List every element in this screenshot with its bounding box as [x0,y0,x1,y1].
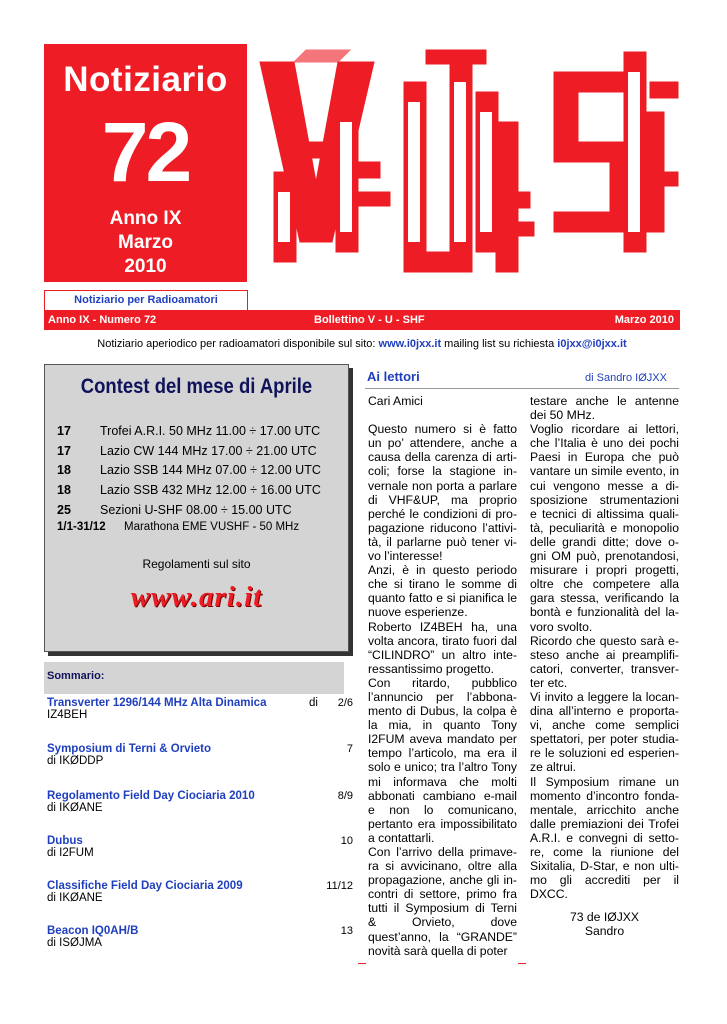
article-paragraph: Voglio ricordare ai lettori, che l’Italia è uno dei pochi Paesi in Europa che può vantare un simile evento, in cui vengono messe a di-sposizione strumentazioni e tecnici di altissima quali-tà, peculiarità e monopolio delle grandi ditte; dove o-gni OM può, prenotandosi, misurare i propri progetti, oltre che competere alla gara stessa, verificando la bontà e funzionalità del la-voro svolto. [530,422,679,634]
contest-text: Sezioni U-SHF 08.00 ÷ 15.00 UTC [100,503,292,517]
site-link[interactable]: www.i0jxx.it [378,338,442,350]
contents-item-title: Regolamento Field Day Ciociaria 2010 [47,790,255,802]
rules-line: Regolamenti sul sito [142,557,251,571]
anno-label: Anno IX [109,208,182,229]
contents-item-page: 13 [340,925,353,937]
page-mark [358,963,366,964]
contents-header [44,662,344,694]
contest-day: 1/1-31/12 [57,521,106,533]
issue-number: 72 [101,105,190,199]
contents-item-di: di [309,697,318,709]
contents-item[interactable] [47,835,353,859]
contents-item-page: 2/6 [337,697,353,709]
article-paragraph: Con l’arrivo della primave-ra si avvicinano, oltre alla propagazione, anche gli in-contri di settore, primo fra tutti il Symposium di Terni & Orvieto, dove quest’anno, la “GRANDE” novità sarà quella di poter [368,845,517,958]
article-paragraph: Cari Amici [368,394,423,408]
contest-day: 25 [57,503,71,517]
contest-day: 17 [57,424,71,438]
issue-number-label: Anno IX - Numero 72 [48,314,157,326]
article-paragraph: Roberto IZ4BEH ha, una volta ancora, tirato fuori dal “CILINDRO” un altro inte-ressantissimo progetto. [368,619,517,676]
contents-item-page: 7 [346,743,353,755]
article-column-1 [368,394,517,958]
newsletter-subtitle: Notiziario per Radioamatori [44,290,248,310]
article-title: Ai lettori [367,369,420,384]
article-paragraph: Il Symposium rimane un momento d’incontro fonda-mentale, arricchito anche dalle premiazioni dei Trofei A.R.I. e convegni di setto-re, come la riunione del Sixitalia, D-Star, e non ulti-mo gli accrediti per il DXCC. [530,774,679,902]
contents-item[interactable] [47,925,353,949]
contents-item-title: Transverter 1296/144 MHz Alta Dinamica [47,697,267,709]
page-mark [518,963,526,964]
contents-item-author: di IKØANE [47,892,103,904]
ari-link[interactable]: www.ari.it [130,581,263,613]
article-paragraph: testare anche le antenne dei 50 MHz. [530,394,679,423]
article-byline: di Sandro IØJXX [585,372,667,384]
contents-item-title: Classifiche Field Day Ciociaria 2009 [47,880,243,892]
contest-day: 18 [57,463,71,477]
intro-line [44,338,680,350]
article-paragraph: Vi invito a leggere la locan-dina all’interno e proporta-vi, anche come semplici spettatori, per poter studia-re le soluzioni ed esperien-ze altrui. [530,689,679,775]
newsletter-title: Notiziario [63,60,228,99]
contents-item-author: di IKØDDP [47,755,104,767]
contents-item-page: 8/9 [337,790,353,802]
intro-text-2: mailing list su richiesta [441,338,558,350]
contents-item-page: 10 [340,835,353,847]
contest-title: Contest del mese di Aprile [80,375,313,398]
contest-text: Marathona EME VUSHF - 50 MHz [124,521,300,533]
contents-item-title: Symposium di Terni & Orvieto [47,743,212,755]
vhf-uhf-shf-logo [254,42,682,285]
article-paragraph: Ricordo che questo sarà e-steso anche ai preamplifi-catori, converter, transver-ter etc. [530,633,679,690]
contents-item-author: di IKØANE [47,802,103,814]
contents-item[interactable] [47,880,353,904]
contest-text: Lazio CW 144 MHz 17.00 ÷ 21.00 UTC [100,444,317,458]
contents-item[interactable] [47,697,353,721]
contents-item[interactable] [47,743,353,767]
contents-item-title: Beacon IQ0AH/B [47,925,139,937]
article-column-2 [530,394,679,901]
contents-item-author: di ISØJMA [47,937,102,949]
contents-item-author: di I2FUM [47,847,94,859]
bulletin-label: Bollettino V - U - SHF [314,314,425,326]
signature-line-1: 73 de IØJXX [569,910,640,924]
issue-date-label: Marzo 2010 [614,314,674,326]
contest-day: 18 [57,483,71,497]
article-paragraph [368,408,517,422]
contents-header-label: Sommario: [47,670,105,682]
contents-item[interactable] [47,790,353,814]
year-label: 2010 [124,256,167,277]
contest-text: Trofei A.R.I. 50 MHz 11.00 ÷ 17.00 UTC [100,424,321,438]
email-link[interactable]: i0jxx@i0jxx.it [557,338,627,350]
article-signature [530,910,679,938]
contest-text: Lazio SSB 432 MHz 12.00 ÷ 16.00 UTC [100,483,321,497]
contest-box [44,364,349,652]
contest-day: 17 [57,444,71,458]
contest-text: Lazio SSB 144 MHz 07.00 ÷ 12.00 UTC [100,463,321,477]
article-paragraph: Con ritardo, pubblico l’annuncio per l’abbona-mento di Dubus, la colpa è la mia, in quanto Tony I2FUM aveva mandato per tempo l’articolo, ma era il solo e unico; tra l’altro Tony mi informava che molti abbonati cambiano e-mail e non lo comunicano, pertanto era impossibilitato a contattarli. [368,675,517,845]
signature-line-2: Sandro [584,924,625,939]
issue-info-bar [44,310,680,330]
contents-item-author: IZ4BEH [47,709,88,721]
intro-text: Notiziario aperiodico per radioamatori disponibile sul sito: [97,338,379,350]
issue-date-block [44,207,247,279]
contents-item-page: 11/12 [326,880,353,892]
masthead-red-box [44,44,247,282]
article-divider [365,388,679,389]
contents-item-title: Dubus [47,835,83,847]
month-label: Marzo [118,232,173,253]
article-paragraph: Anzi, è in questo periodo che si tirano le somme di quanto fatto e si pianifica le nuove esperienze. [368,563,517,620]
article-paragraph: Questo numero si è fatto un po’ attendere, anche a causa della carenza di arti-coli; forse la stagione in-vernale non porta a parlare di VHF&UP, ma proprio perché le condizioni di pro-pagazione riducono l’attivi-tà, il parlarne può tener vi-vo l’interesse! [368,422,517,564]
